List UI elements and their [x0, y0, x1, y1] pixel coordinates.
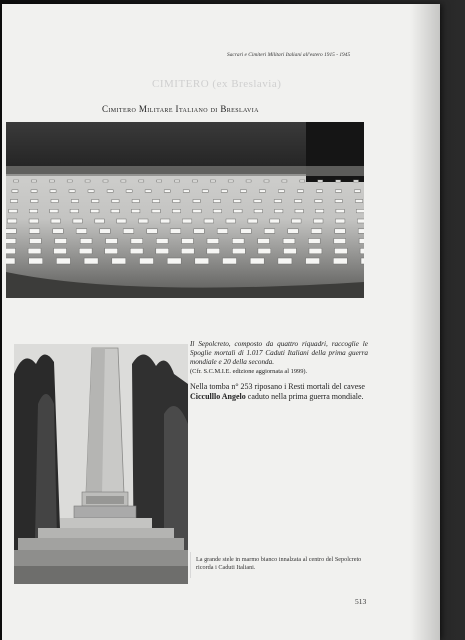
grave-marker: [29, 229, 40, 234]
grave-marker: [183, 190, 189, 193]
grave-marker: [306, 258, 320, 264]
grave-marker: [131, 239, 143, 244]
grave-marker: [292, 219, 302, 223]
grave-marker: [210, 180, 215, 182]
caption-reference: (Cfr. S.C.M.I.E. edizione aggiornata al 1999).: [190, 368, 308, 375]
grave-marker: [182, 219, 192, 223]
grave-marker: [156, 239, 168, 244]
grave-marker: [76, 229, 87, 234]
grave-marker: [356, 209, 364, 213]
grave-marker: [132, 209, 140, 213]
grave-marker: [145, 190, 151, 193]
grave-marker: [10, 200, 17, 203]
grave-marker: [314, 219, 324, 223]
caption-divider: [190, 552, 191, 578]
grave-marker: [334, 239, 346, 244]
grave-marker: [69, 190, 75, 193]
grave-marker: [195, 258, 209, 264]
grave-marker: [95, 219, 105, 223]
grave-marker: [194, 229, 205, 234]
section-title: Cimitero Militare Italiano di Breslavia: [102, 104, 259, 114]
grave-marker: [300, 180, 305, 182]
grave-marker: [355, 200, 362, 203]
grave-marker: [193, 200, 200, 203]
grave-marker: [278, 258, 292, 264]
grave-marker: [275, 209, 283, 213]
grave-marker: [213, 209, 221, 213]
grave-marker: [278, 190, 284, 193]
grave-marker: [259, 190, 265, 193]
grave-marker: [333, 258, 347, 264]
soldier-name: Cicculllo Angelo: [190, 392, 246, 402]
photo-caption: [190, 340, 368, 403]
grave-marker: [234, 209, 242, 213]
grave-marker: [250, 258, 264, 264]
grave-marker: [91, 209, 99, 213]
grave-marker: [241, 229, 252, 234]
grave-marker: [88, 190, 94, 193]
grave-marker: [51, 219, 61, 223]
grave-marker: [204, 219, 214, 223]
bleed-through-heading: CIMITERO (ex Breslavia): [152, 78, 282, 90]
grave-marker: [240, 190, 246, 193]
grave-marker: [335, 219, 345, 223]
grave-marker: [70, 209, 78, 213]
tomb-text-before: Nella tomba n° 253 riposano i Resti mortali del cavese: [190, 382, 365, 391]
grave-marker: [361, 258, 364, 264]
grave-marker: [254, 200, 261, 203]
tomb-text-after: caduto nella prima guerra mondiale.: [245, 392, 364, 402]
grave-marker: [297, 190, 303, 193]
grave-marker: [7, 219, 16, 223]
page-number: 513: [355, 597, 367, 606]
grave-marker: [270, 219, 280, 223]
grave-marker: [132, 200, 139, 203]
grave-marker: [336, 180, 341, 182]
grave-marker: [284, 248, 297, 254]
grave-marker: [274, 200, 281, 203]
grave-marker: [112, 258, 126, 264]
grave-marker: [359, 239, 364, 244]
cemetery-photo: [6, 122, 364, 298]
grave-marker: [31, 180, 36, 182]
grave-marker: [182, 239, 194, 244]
grave-marker: [228, 180, 233, 182]
grave-marker: [295, 200, 302, 203]
grave-marker: [354, 190, 360, 193]
caption-main: Il Sepolcreto, composto da quattro riquadri, raccoglie le Spoglie mortali di 1.017 Caduti Italiani della prima guerra mondiale e 20 della seconda.: [190, 340, 368, 366]
grave-marker: [232, 248, 245, 254]
grave-marker: [130, 248, 143, 254]
grave-marker: [192, 180, 197, 182]
grave-marker: [105, 248, 118, 254]
grave-marker: [103, 180, 108, 182]
grave-marker: [309, 248, 322, 254]
grave-marker: [226, 219, 236, 223]
grave-marker: [217, 229, 228, 234]
grave-marker: [315, 200, 322, 203]
grave-marker: [147, 229, 158, 234]
grave-marker: [54, 248, 67, 254]
grave-marker: [80, 239, 92, 244]
grave-marker: [56, 258, 70, 264]
grave-marker: [106, 239, 118, 244]
grave-marker: [232, 239, 244, 244]
grave-marker: [139, 180, 144, 182]
grave-marker: [234, 200, 241, 203]
grave-marker: [112, 200, 119, 203]
grave-marker: [264, 180, 269, 182]
grave-marker: [6, 248, 15, 254]
grave-marker: [50, 190, 56, 193]
grave-marker: [354, 180, 359, 182]
grave-marker: [283, 239, 295, 244]
grave-marker: [167, 258, 181, 264]
grave-marker: [282, 180, 287, 182]
grave-marker: [172, 209, 180, 213]
grave-marker: [173, 200, 180, 203]
grave-marker: [295, 209, 303, 213]
grave-marker: [6, 229, 16, 234]
grave-marker: [223, 258, 237, 264]
grave-marker: [207, 239, 219, 244]
grave-marker: [335, 190, 341, 193]
grave-marker: [258, 248, 271, 254]
grave-marker: [221, 190, 227, 193]
grave-marker: [315, 209, 323, 213]
grave-marker: [246, 180, 251, 182]
grave-marker: [49, 180, 54, 182]
grave-marker: [360, 248, 364, 254]
grave-marker: [335, 248, 348, 254]
grave-marker: [164, 190, 170, 193]
grave-marker: [126, 190, 132, 193]
grave-marker: [308, 239, 320, 244]
grave-marker: [258, 239, 270, 244]
grave-marker: [156, 248, 169, 254]
grave-marker: [335, 229, 346, 234]
stele-caption: La grande stele in marmo bianco innalzata al centro del Sepolcreto ricorda i Caduti Italiani.: [196, 556, 362, 571]
grave-marker: [152, 200, 159, 203]
grave-marker: [55, 239, 67, 244]
grave-marker: [30, 239, 42, 244]
grave-marker: [160, 219, 170, 223]
grave-marker: [6, 239, 16, 244]
stele-photo: [14, 344, 188, 584]
grave-marker: [336, 209, 344, 213]
grave-marker: [152, 209, 160, 213]
grave-marker: [29, 219, 38, 223]
grave-marker: [50, 209, 58, 213]
grave-marker: [92, 200, 99, 203]
grave-marker: [139, 219, 149, 223]
grave-marker: [207, 248, 220, 254]
grave-marker: [107, 190, 113, 193]
grave-marker: [357, 219, 364, 223]
grave-marker: [288, 229, 299, 234]
grave-marker: [358, 229, 364, 234]
grave-marker: [29, 209, 37, 213]
grave-marker: [111, 209, 119, 213]
grave-marker: [213, 200, 220, 203]
grave-marker: [6, 258, 15, 264]
grave-marker: [31, 190, 37, 193]
grave-marker: [51, 200, 58, 203]
grave-marker: [254, 209, 262, 213]
grave-marker: [100, 229, 111, 234]
grave-marker: [117, 219, 127, 223]
grave-marker: [335, 200, 342, 203]
grave-marker: [181, 248, 194, 254]
grave-marker: [202, 190, 208, 193]
running-header: Sacrari e Cimiteri Militari Italiani all'estero 1915 - 1945: [227, 52, 351, 58]
grave-marker: [175, 180, 180, 182]
grave-marker: [170, 229, 181, 234]
grave-marker: [53, 229, 64, 234]
book-page: [2, 4, 440, 640]
grave-marker: [67, 180, 72, 182]
grave-marker: [193, 209, 201, 213]
grave-marker: [79, 248, 92, 254]
grave-marker: [84, 258, 98, 264]
grave-marker: [264, 229, 275, 234]
grave-marker: [71, 200, 78, 203]
grave-marker: [157, 180, 162, 182]
grave-marker: [85, 180, 90, 182]
grave-marker: [31, 200, 38, 203]
grave-marker: [29, 258, 43, 264]
grave-marker: [123, 229, 134, 234]
grave-marker: [73, 219, 83, 223]
grave-marker: [14, 180, 19, 182]
grave-marker: [12, 190, 18, 193]
grave-marker: [248, 219, 258, 223]
grave-marker: [311, 229, 322, 234]
grave-marker: [140, 258, 154, 264]
grave-marker: [318, 180, 323, 182]
tomb-note: [190, 382, 368, 403]
grave-marker: [121, 180, 126, 182]
grave-marker: [28, 248, 41, 254]
grave-marker: [9, 209, 17, 213]
grave-marker: [316, 190, 322, 193]
